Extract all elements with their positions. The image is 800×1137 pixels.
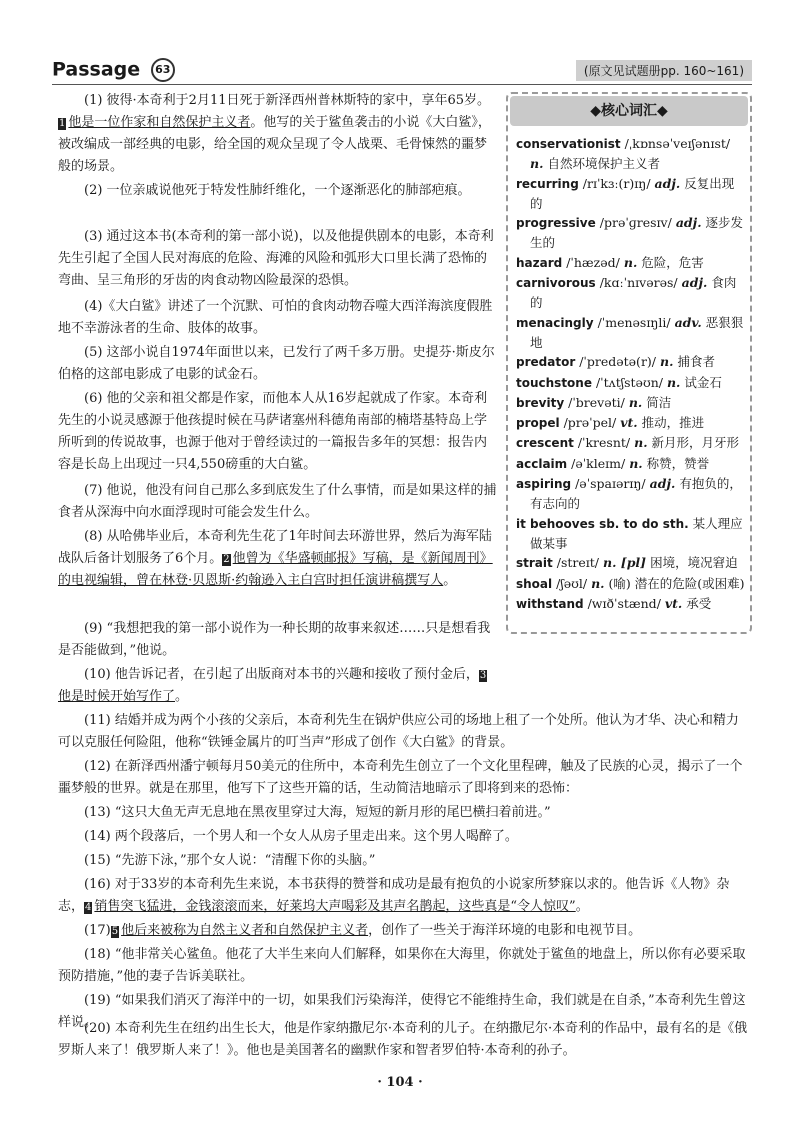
- vocab-part-of-speech: vt.: [620, 415, 638, 431]
- vocab-word: hazard: [516, 255, 563, 270]
- paragraph-2: (2) 一位亲戚说他死于特发性肺纤维化，一个逐渐恶化的肺部疤痕。: [84, 183, 471, 198]
- vocabulary-title: ◆核心词汇◆: [510, 96, 748, 126]
- text: (8) 从哈佛毕业后，本奇利先生花了1年时间去环游世界，然后为海军陆战队后备计划服务了6个月。: [58, 529, 492, 566]
- vocab-entry: [516, 433, 746, 453]
- vocab-phonetic: /kɑːˈnɪvərəs/: [599, 275, 678, 291]
- vocab-word: crescent: [516, 436, 574, 451]
- vocab-definition: 困境，境况窘迫: [650, 555, 738, 571]
- text: 。: [443, 573, 457, 588]
- vocab-part-of-speech: n.: [530, 156, 544, 172]
- text: (16) 对于33岁的本奇利先生来说，本书获得的赞誉和成功是最有抱负的小说家所梦寐以求的。他告诉《人物》杂志，: [58, 877, 730, 914]
- paragraph-19: (19) “如果我们消灭了海洋中的一切，如果我们污染海洋，使得它不能维持生命，我们就是在自杀，”本奇利先生曾这样说。: [58, 993, 746, 1030]
- vocab-part-of-speech: n.: [628, 394, 643, 410]
- text: (17): [84, 923, 111, 938]
- vocab-part-of-speech: adv.: [674, 314, 702, 330]
- paragraph-17: [58, 920, 750, 942]
- paragraph-15: (15) “先游下泳，”那个女人说：“清醒下你的头脑。”: [84, 853, 376, 868]
- vocab-word: carnivorous: [516, 276, 596, 291]
- vocab-word: predator: [516, 355, 576, 370]
- vocab-definition: 有抱负的，有志向的: [530, 476, 742, 512]
- vocab-phonetic: /ˈpredətə(r)/: [579, 354, 657, 370]
- paragraph-13: (13) “这只大鱼无声无息地在黑夜里穿过大海，短短的新月形的尾巴横扫着前进。”: [84, 805, 551, 820]
- vocab-phonetic: /prəˈpel/: [563, 415, 617, 431]
- text: 。: [175, 689, 189, 704]
- text: ，创作了一些关于海洋环境的电影和电视节目。: [368, 923, 642, 938]
- vocab-definition: 恶狠狠地: [530, 314, 744, 350]
- paragraph-14: (14) 两个段落后，一个男人和一个女人从房子里走出来。这个男人喝醉了。: [84, 829, 518, 844]
- vocab-entry: [516, 273, 746, 313]
- vocab-phonetic: /ˈkresnt/: [577, 435, 631, 451]
- vocab-word: recurring: [516, 176, 579, 191]
- vocab-part-of-speech: adj.: [654, 175, 681, 191]
- paragraph-18: (18) “他非常关心鲨鱼。他花了大半生来向人们解释，如果你在大海里，你就处于鲨鱼的地盘上，所以你有必要采取预防措施，”他的妻子告诉美联社。: [58, 947, 746, 984]
- vocab-part-of-speech: n.: [660, 354, 674, 370]
- passage-label: Passage: [52, 58, 141, 81]
- vocab-definition: 称赞，赞誉: [646, 455, 710, 471]
- vocab-definition: (喻) 潜在的危险(或困难): [608, 575, 745, 591]
- passage-heading: [52, 58, 175, 82]
- page-header: [52, 58, 752, 84]
- vocab-definition: 逐步发生的: [530, 215, 744, 251]
- underlined-key-sentence: 销售突飞猛进，金钱滚滚而来，好莱坞大声喝彩及其声名鹊起，这些真是“令人惊叹”: [94, 899, 576, 914]
- vocab-word: shoal: [516, 576, 553, 591]
- core-vocabulary-box: [506, 92, 752, 634]
- vocab-part-of-speech: vt.: [664, 595, 683, 611]
- vocab-entry: [516, 454, 746, 474]
- text: (10) 他告诉记者，在引起了出版商对本书的兴趣和接收了预付金后，: [84, 667, 479, 682]
- vocab-entry: [516, 474, 746, 514]
- vocab-entry: [516, 352, 746, 372]
- vocab-definition: 自然环境保护主义者: [547, 156, 660, 172]
- vocab-entry: [516, 553, 746, 573]
- vocab-part-of-speech: adj.: [681, 275, 708, 291]
- paragraph-1: [58, 90, 498, 178]
- vocab-entry: [516, 594, 746, 614]
- vocab-entry: [516, 413, 746, 433]
- underlined-key-sentence: 他是时候开始写作了: [58, 689, 176, 704]
- vocab-part-of-speech: n.: [634, 435, 648, 451]
- vocab-word: brevity: [516, 395, 565, 410]
- text: (1) 彼得·本奇利于2月11日死于新泽西州普林斯特的家中，享年65岁。: [84, 93, 491, 108]
- page-number: · 104 ·: [377, 1075, 423, 1090]
- vocab-part-of-speech: adj.: [649, 476, 676, 492]
- vocab-word: strait: [516, 556, 553, 571]
- text: 。他写的关于鲨鱼袭击的小说《大白鲨》，被改编成一部经典的电影，给全国的观众呈现了令人战栗、毛骨悚然的噩梦般的场景。: [58, 115, 491, 174]
- vocab-entry: [516, 134, 746, 174]
- vocab-phonetic: /ˈhæzəd/: [566, 254, 620, 270]
- key-marker: 5: [111, 926, 119, 937]
- vocab-phonetic: /prəˈɡresɪv/: [599, 215, 672, 231]
- key-marker: 2: [223, 554, 230, 565]
- underlined-key-sentence: 他后来被称为自然主义者和自然保护主义者: [121, 923, 369, 938]
- key-marker: 3: [479, 670, 487, 681]
- vocab-entry: [516, 253, 746, 273]
- vocab-definition: 食肉的: [530, 275, 737, 311]
- vocab-phonetic: /ʃəʊl/: [556, 575, 588, 591]
- underlined-key-sentence: 他曾为《华盛顿邮报》写稿，是《新闻周刊》的电视编辑，曾在林登·贝恩斯·约翰逊入主白宫时担任演讲稿撰写人: [58, 551, 493, 588]
- vocab-part-of-speech: adj.: [675, 215, 702, 231]
- vocab-phonetic: /rɪˈkɜː(r)ɪŋ/: [582, 175, 651, 191]
- vocab-part-of-speech: n.: [629, 455, 643, 471]
- text: 。: [575, 899, 589, 914]
- vocab-definition: 反复出现的: [530, 175, 735, 211]
- vocab-phonetic: /wɪðˈstænd/: [587, 595, 661, 611]
- vocab-part-of-speech: n.: [623, 254, 638, 270]
- paragraph-6: (6) 他的父亲和祖父都是作家，而他本人从16岁起就成了作家。本奇利先生的小说灵感源于他孩提时候在马萨诸塞州科德角南部的楠塔基特岛上学所听到的传说故事，也源于他对于曾经读过的一篇报告多年的冥想：报告内容是长岛上出现过一只4,550磅重的大白鲨。: [58, 391, 488, 472]
- vocab-entry: [516, 574, 746, 594]
- passage-number: 63: [151, 58, 175, 82]
- source-reference: (原文见试题册pp. 160~161): [576, 60, 752, 81]
- paragraph-11: (11) 结婚并成为两个小孩的父亲后，本奇利先生在锅炉供应公司的场地上租了一个处所。他认为才华、决心和精力可以克服任何险阻，他称“铁锤金属片的叮当声”形成了创作《大白鲨》的背景。: [58, 713, 739, 750]
- vocab-word: it behooves sb. to do sth.: [516, 516, 689, 531]
- vocab-phonetic: /əˈspaɪərɪŋ/: [575, 476, 646, 492]
- underlined-key-sentence: 他是一位作家和自然保护主义者: [68, 115, 251, 130]
- vocab-phonetic: /əˈkleɪm/: [571, 455, 626, 471]
- paragraph-3: (3) 通过这本书(本奇利的第一部小说)，以及他提供剧本的电影，本奇利先生引起了全国人民对海底的危险、海滩的风险和弧形大口里长满了恐怖的弯曲、呈三角形的牙齿的肉食动物凶险最深的恐惧。: [58, 229, 494, 288]
- vocab-phonetic: /ˈmenəsɪŋli/: [597, 314, 671, 330]
- vocab-definition: 某人理应做某事: [530, 515, 743, 551]
- header-divider: [52, 84, 752, 85]
- vocab-definition: 捕食者: [677, 354, 715, 370]
- vocabulary-list: [516, 134, 746, 614]
- paragraph-20: (20) 本奇利先生在纽约出生长大，他是作家纳撒尼尔·本奇利的儿子。在纳撒尼尔·本奇利的作品中，最有名的是《俄罗斯人来了！俄罗斯人来了！》。他也是美国著名的幽默作家和智者罗伯特·本奇利的孙子。: [58, 1021, 748, 1058]
- vocab-entry: [516, 373, 746, 393]
- vocab-definition: 新月形，月牙形: [651, 435, 740, 451]
- vocab-definition: 简洁: [646, 394, 672, 410]
- vocab-phonetic: /ˈbrevəti/: [568, 394, 625, 410]
- key-marker: 4: [85, 902, 92, 913]
- vocab-word: touchstone: [516, 375, 592, 390]
- vocab-definition: 承受: [686, 595, 712, 611]
- paragraph-12: (12) 在新泽西州潘宁顿每月50美元的住所中，本奇利先生创立了一个文化里程碑，触及了民族的心灵，揭示了一个噩梦般的世界。就是在那里，他写下了这些开篇的话，生动简洁地暗示了即将到来的恐怖：: [58, 759, 743, 796]
- vocab-word: aspiring: [516, 477, 572, 492]
- vocab-entry: [516, 213, 746, 253]
- paragraph-8: [58, 526, 498, 592]
- vocab-part-of-speech: n.: [666, 374, 681, 390]
- vocab-word: menacingly: [516, 315, 594, 330]
- paragraph-9: (9) “我想把我的第一部小说作为一种长期的故事来叙述……只是想看我是否能做到，”他说。: [58, 621, 491, 658]
- vocab-definition: 推动，推进: [641, 415, 705, 431]
- vocab-word: conservationist: [516, 137, 621, 151]
- vocab-word: propel: [516, 416, 560, 431]
- vocab-entry: [516, 393, 746, 413]
- vocab-word: acclaim: [516, 456, 568, 471]
- vocab-part-of-speech: n.: [591, 575, 605, 591]
- key-marker: 1: [59, 118, 66, 129]
- paragraph-7: (7) 他说，他没有问自己那么多到底发生了什么事情，而是如果这样的捕食者从深海中向水面浮现时可能会发生什么。: [58, 483, 497, 520]
- vocab-phonetic: /ˈtʌtʃstəʊn/: [595, 374, 663, 390]
- vocab-definition: 试金石: [684, 374, 722, 390]
- vocab-part-of-speech: n. [pl]: [602, 555, 647, 571]
- paragraph-4: (4)《大白鲨》讲述了一个沉默、可怕的食肉动物吞噬大西洋海滨度假胜地不幸游泳者的生命、肢体的故事。: [58, 299, 493, 336]
- vocab-phonetic: /ˌkɒnsəˈveɪʃənɪst/: [624, 136, 731, 151]
- paragraph-16: [58, 874, 750, 918]
- vocab-word: withstand: [516, 596, 584, 611]
- paragraph-5: (5) 这部小说自1974年面世以来，已发行了两千多万册。史提芬·斯皮尔伯格的这部电影成了电影的试金石。: [58, 345, 495, 382]
- vocab-phonetic: /streɪt/: [556, 555, 599, 571]
- vocab-word: progressive: [516, 216, 596, 231]
- vocab-entry: [516, 514, 746, 554]
- vocab-entry: [516, 174, 746, 214]
- paragraph-10: [58, 664, 498, 708]
- vocab-entry: [516, 313, 746, 353]
- vocab-definition: 危险，危害: [641, 254, 704, 270]
